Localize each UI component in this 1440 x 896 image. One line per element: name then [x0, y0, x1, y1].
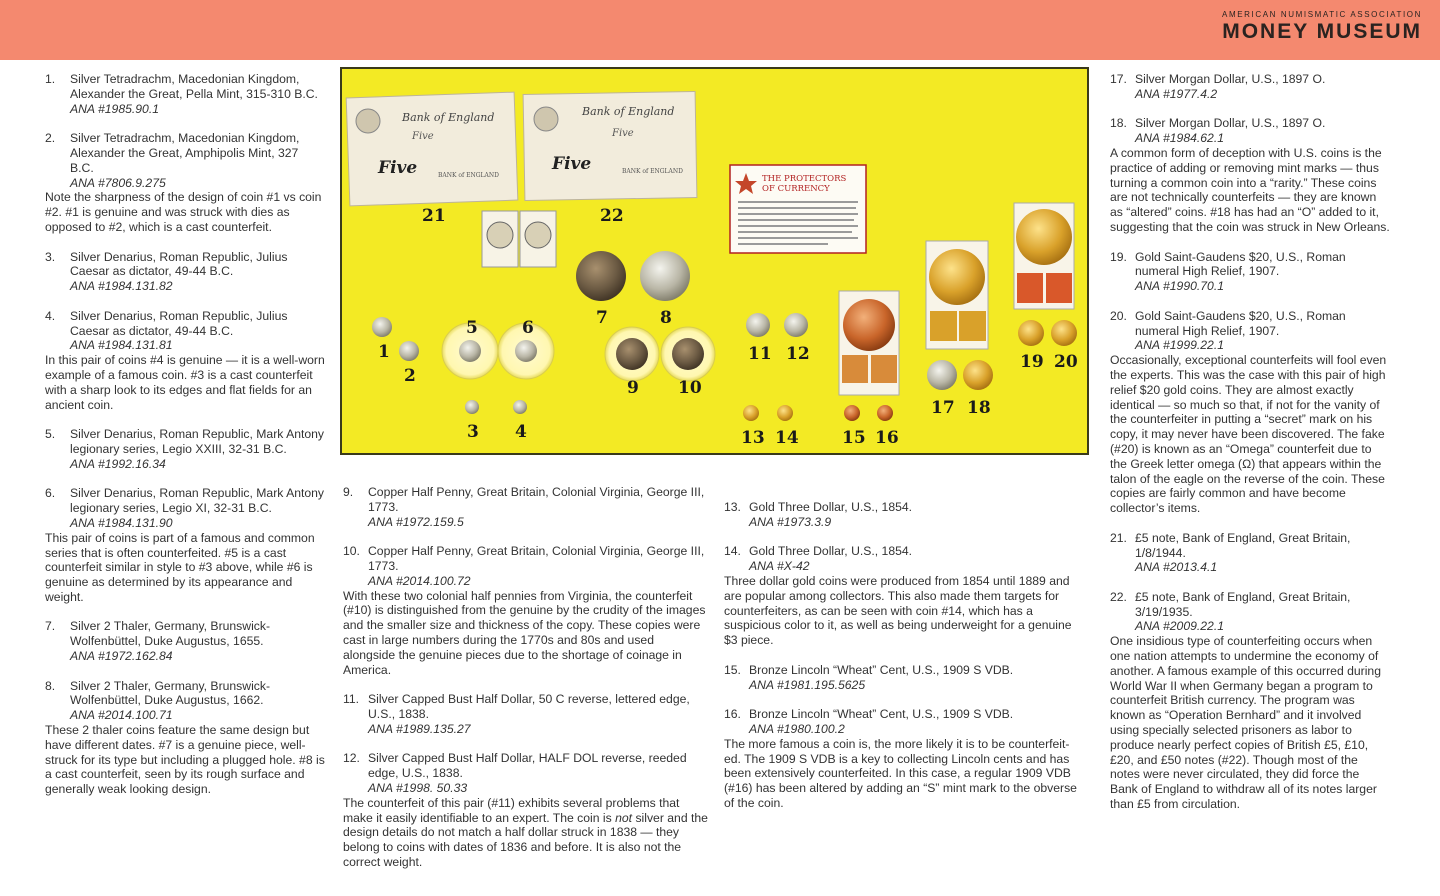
svg-text:Five: Five	[378, 158, 418, 178]
catalog-number: ANA #1989.135.27	[368, 721, 471, 736]
commentary	[343, 796, 708, 870]
entry-description: Silver Morgan Dollar, U.S., 1897 O.	[1135, 116, 1326, 131]
photo-label-2: 2	[404, 366, 416, 386]
photo-label-9: 9	[627, 378, 639, 398]
catalog-entry-13	[724, 500, 1086, 530]
commentary-emphasis: not	[615, 810, 633, 825]
entry-number: 12.	[343, 751, 360, 766]
exhibit-photo	[340, 67, 1089, 455]
photo-label-17: 17	[931, 398, 955, 418]
entry-number: 17.	[1110, 72, 1127, 86]
catalog-number: ANA #1984.62.1	[1135, 131, 1224, 146]
catalog-entry-14	[724, 544, 1086, 574]
page-header	[0, 0, 1440, 60]
catalog-entry-1	[45, 72, 325, 116]
svg-text:BANK of ENGLAND: BANK of ENGLAND	[622, 168, 683, 175]
entry-number: 6.	[45, 486, 56, 501]
catalog-entry-5	[45, 427, 325, 471]
commentary: The more famous a coin is, the more likely it is to be counterfeit-ed. The 1909 S VDB is a key to collecting Lincoln cents and has been extensively counterfeited. In this case, a regular 1909 VDB (#16) has been altered by adding an “S” mint mark to the obverse of the coin.	[724, 736, 1077, 810]
catalog-number: ANA #X-42	[749, 559, 810, 574]
entry-number: 3.	[45, 249, 56, 264]
catalog-number: ANA #2014.100.71	[70, 708, 173, 723]
museum-title: MONEY MUSEUM	[1222, 20, 1422, 43]
photo-label-13: 13	[741, 428, 765, 448]
protectors-placard	[730, 165, 866, 253]
catalog-number: ANA #1984.131.82	[70, 279, 173, 294]
entry-description: Bronze Lincoln “Wheat” Cent, U.S., 1909 S VDB.	[749, 707, 1014, 722]
svg-text:OF CURRENCY: OF CURRENCY	[762, 184, 830, 194]
entry-description: Gold Saint-Gaudens $20, U.S., Roman numeral High Relief, 1907.	[1135, 308, 1346, 338]
entry-description: Gold Saint-Gaudens $20, U.S., Roman numeral High Relief, 1907.	[1135, 249, 1346, 279]
catalog-number: ANA #1984.131.90	[70, 515, 173, 530]
catalog-number: ANA #1981.195.5625	[749, 677, 866, 692]
catalog-number: ANA #1972.159.5	[368, 514, 464, 529]
note-five-text: Five	[412, 131, 434, 142]
catalog-number: ANA #1973.3.9	[749, 514, 832, 529]
entry-description: £5 note, Bank of England, Great Britain, 3/19/1935.	[1135, 589, 1351, 619]
entry-description: Silver Capped Bust Half Dollar, HALF DOL reverse, reeded edge, U.S., 1838.	[368, 751, 687, 781]
catalog-number: ANA #1990.70.1	[1135, 279, 1224, 294]
catalog-number: ANA #2014.100.72	[368, 573, 471, 588]
entry-number: 14.	[724, 544, 741, 559]
photo-label-5: 5	[466, 318, 478, 338]
catalog-entry-19	[1110, 250, 1390, 294]
entry-number: 16.	[724, 707, 741, 722]
catalog-number: ANA #1984.131.81	[70, 338, 173, 353]
catalog-number: ANA #2009.22.1	[1135, 619, 1224, 634]
entry-number: 21.	[1110, 530, 1127, 545]
entry-number: 7.	[45, 619, 56, 634]
bank-note-21	[346, 92, 518, 206]
commentary-part: The counterfeit of this pair (#11) exhibits several problems that make it easily identifiable to an expert. The coin is	[343, 795, 680, 825]
entry-description: Gold Three Dollar, U.S., 1854.	[749, 500, 913, 514]
photo-label-6: 6	[522, 318, 534, 338]
photo-label-14: 14	[775, 428, 799, 448]
catalog-entry-11	[343, 692, 708, 736]
entry-description: Silver Tetradrachm, Macedonian Kingdom, Alexander the Great, Pella Mint, 315-310 B.C.	[70, 72, 318, 101]
note-issuer-text: BANK of ENGLAND	[438, 172, 499, 179]
entry-number: 10.	[343, 544, 360, 559]
catalog-entry-17	[1110, 72, 1390, 102]
entry-description: Gold Three Dollar, U.S., 1854.	[749, 544, 913, 559]
catalog-column-2	[343, 485, 708, 870]
commentary: Occasionally, exceptional counterfeits will fool even the experts. This was the case with this pair of high relief $20 gold coins. They are almost exactly identical — so much so that, if not for the vanity of the counterfeiter in putting a “secret” mark on his copy, it may never have been discovered. The fake (#20) is known as an “Omega” counterfeit due to the Greek letter omega (Ω) that appears within the talon of the eagle on the reverse of the coin. These copies are fairly common and have become collector’s items.	[1110, 353, 1387, 516]
catalog-entry-2	[45, 131, 325, 190]
entry-description: Copper Half Penny, Great Britain, Colonial Virginia, George III, 1773.	[368, 485, 705, 514]
svg-text:THE PROTECTORS: THE PROTECTORS	[762, 174, 847, 184]
photo-label-10: 10	[678, 378, 702, 398]
catalog-entry-8	[45, 679, 325, 723]
museum-logo	[1222, 10, 1422, 44]
entry-description: Copper Half Penny, Great Britain, Colonial Virginia, George III, 1773.	[368, 544, 705, 573]
catalog-entry-4	[45, 309, 325, 353]
entry-description: Silver 2 Thaler, Germany, Brunswick-Wolfenbüttel, Duke Augustus, 1662.	[70, 678, 271, 708]
catalog-entry-15	[724, 663, 1086, 693]
catalog-number: ANA #7806.9.275	[70, 175, 166, 190]
entry-number: 5.	[45, 427, 56, 442]
entry-number: 1.	[45, 72, 56, 86]
bank-note-22	[523, 92, 697, 201]
catalog-number: ANA #1972.162.84	[70, 649, 173, 664]
catalog-number: ANA #1998. 50.33	[368, 780, 468, 795]
catalog-entry-21	[1110, 531, 1390, 575]
commentary: Note the sharpness of the design of coin #1 vs coin #2. #1 is genuine and was struck with dies as opposed to #2, which is a cast counterfeit.	[45, 190, 322, 234]
commentary: A common form of deception with U.S. coins is the practice of adding or removing mint marks — thus turning a common coin into a “rarity.” These coins are not technically counterfeits — they are known as “altered” coins. #18 has had an “O” added to it, suggesting that the coin was struck in New Orleans.	[1110, 145, 1390, 234]
org-name: AMERICAN NUMISMATIC ASSOCIATION	[1222, 10, 1422, 19]
catalog-entry-18	[1110, 116, 1390, 146]
entry-number: 11.	[343, 692, 360, 707]
catalog-number: ANA #1985.90.1	[70, 101, 159, 116]
photo-label-20: 20	[1054, 352, 1078, 372]
catalog-number: ANA #1980.100.2	[749, 721, 845, 736]
catalog-number: ANA #1999.22.1	[1135, 338, 1224, 353]
note-bank-text: Bank of England	[402, 111, 495, 124]
photo-label-18: 18	[967, 398, 991, 418]
catalog-column-1	[45, 72, 325, 797]
entry-description: Bronze Lincoln “Wheat” Cent, U.S., 1909 S VDB.	[749, 662, 1014, 677]
catalog-column-4	[1110, 72, 1390, 812]
commentary: These 2 thaler coins feature the same design but have different dates. #7 is a genuine piece, well-struck for its type but including a plugged hole. #8 is a cast counterfeit, seen by its rough surface and generally weak looking design.	[45, 723, 325, 797]
catalog-number: ANA #1977.4.2	[1135, 86, 1218, 101]
entry-number: 20.	[1110, 308, 1127, 323]
catalog-entry-10	[343, 544, 708, 588]
commentary-part: silver and the design details do not match a half dollar struck in 1838 — they belong to coins with dates of 1836 and before. It is also not the correct weight.	[343, 810, 708, 869]
commentary: This pair of coins is part of a famous and common series that is often counterfeited. #5 is a cast counterfeit similar in style to #3 above, while #6 is genuine as determined by its appearance and weight.	[45, 530, 315, 604]
commentary: In this pair of coins #4 is genuine — it is a well-worn example of a famous coin. #3 is a cast counterfeit with a sharp look to its edges and flat fields for an ancient coin.	[45, 353, 325, 412]
catalog-entry-3	[45, 250, 325, 294]
catalog-number: ANA #1992.16.34	[70, 456, 166, 471]
entry-number: 2.	[45, 131, 56, 146]
photo-label-22: 22	[600, 206, 624, 226]
entry-number: 4.	[45, 308, 56, 323]
photo-label-21: 21	[422, 206, 446, 226]
entry-number: 18.	[1110, 116, 1127, 131]
entry-description: Silver Denarius, Roman Republic, Julius Caesar as dictator, 49-44 B.C.	[70, 249, 288, 279]
catalog-column-3	[724, 500, 1086, 811]
entry-number: 8.	[45, 678, 56, 693]
photo-label-8: 8	[660, 308, 672, 328]
photo-label-11: 11	[748, 344, 772, 364]
catalog-entry-9	[343, 485, 708, 529]
entry-number: 13.	[724, 500, 741, 514]
entry-number: 19.	[1110, 249, 1127, 264]
photo-label-4: 4	[515, 422, 527, 442]
entry-description: Silver Capped Bust Half Dollar, 50 C reverse, lettered edge, U.S., 1838.	[368, 692, 690, 721]
entry-number: 9.	[343, 485, 354, 499]
entry-description: Silver Denarius, Roman Republic, Julius Caesar as dictator, 49-44 B.C.	[70, 308, 288, 338]
entry-number: 22.	[1110, 589, 1127, 604]
svg-text:Five: Five	[612, 128, 634, 139]
entry-description: Silver 2 Thaler, Germany, Brunswick-Wolfenbüttel, Duke Augustus, 1655.	[70, 619, 271, 649]
svg-text:Bank of England: Bank of England	[582, 105, 675, 118]
entry-number: 15.	[724, 662, 741, 677]
catalog-entry-16	[724, 707, 1086, 737]
photo-label-3: 3	[467, 422, 479, 442]
commentary: With these two colonial half pennies from Virginia, the counterfeit (#10) is distinguished from the genuine by the crudity of the images and the smaller size and thickness of the copy. These copies were cast in large numbers during the 1770s and 80s and used alongside the genuine pieces due to the shortage of coinage in America.	[343, 588, 706, 677]
photo-label-7: 7	[596, 308, 608, 328]
commentary: One insidious type of counterfeiting occurs when one nation attempts to undermine the economy of another. A famous example of this occurred during World War II when Germany began a program to counterfeit British currency. The program was known as “Operation Bernhard” and it involved using specially selected prisoners as labor to produce nearly perfect copies of British £5, £10, £20, and £50 notes (#22). Though most of the notes were never circulated, they did force the Bank of England to withdraw all of its notes larger than £5 from circulation.	[1110, 634, 1381, 812]
catalog-entry-6	[45, 486, 325, 530]
entry-description: Silver Denarius, Roman Republic, Mark Antony legionary series, Legio XXIII, 32-31 B.C.	[70, 427, 325, 456]
photo-label-15: 15	[842, 428, 866, 448]
entry-description: Silver Tetradrachm, Macedonian Kingdom, Alexander the Great, Amphipolis Mint, 327 B.C.	[70, 131, 300, 175]
photo-label-1: 1	[378, 342, 390, 362]
photo-label-12: 12	[786, 344, 810, 364]
photo-label-19: 19	[1020, 352, 1044, 372]
entry-description: Silver Denarius, Roman Republic, Mark Antony legionary series, Legio XI, 32-31 B.C.	[70, 486, 325, 516]
catalog-number: ANA #2013.4.1	[1135, 560, 1218, 575]
commentary: Three dollar gold coins were produced from 1854 until 1889 and are popular among collectors. This also made them targets for counterfeiters, as can be seen with coin #14, which has a suspicious color to it, as well as being underweight for a genuine $3 piece.	[724, 573, 1072, 648]
entry-description: Silver Morgan Dollar, U.S., 1897 O.	[1135, 72, 1326, 86]
catalog-entry-20	[1110, 309, 1390, 353]
catalog-entry-12	[343, 751, 708, 795]
entry-description: £5 note, Bank of England, Great Britain, 1/8/1944.	[1135, 530, 1351, 560]
catalog-entry-7	[45, 619, 325, 663]
catalog-entry-22	[1110, 590, 1390, 634]
photo-label-16: 16	[875, 428, 899, 448]
svg-text:Five: Five	[552, 154, 592, 174]
